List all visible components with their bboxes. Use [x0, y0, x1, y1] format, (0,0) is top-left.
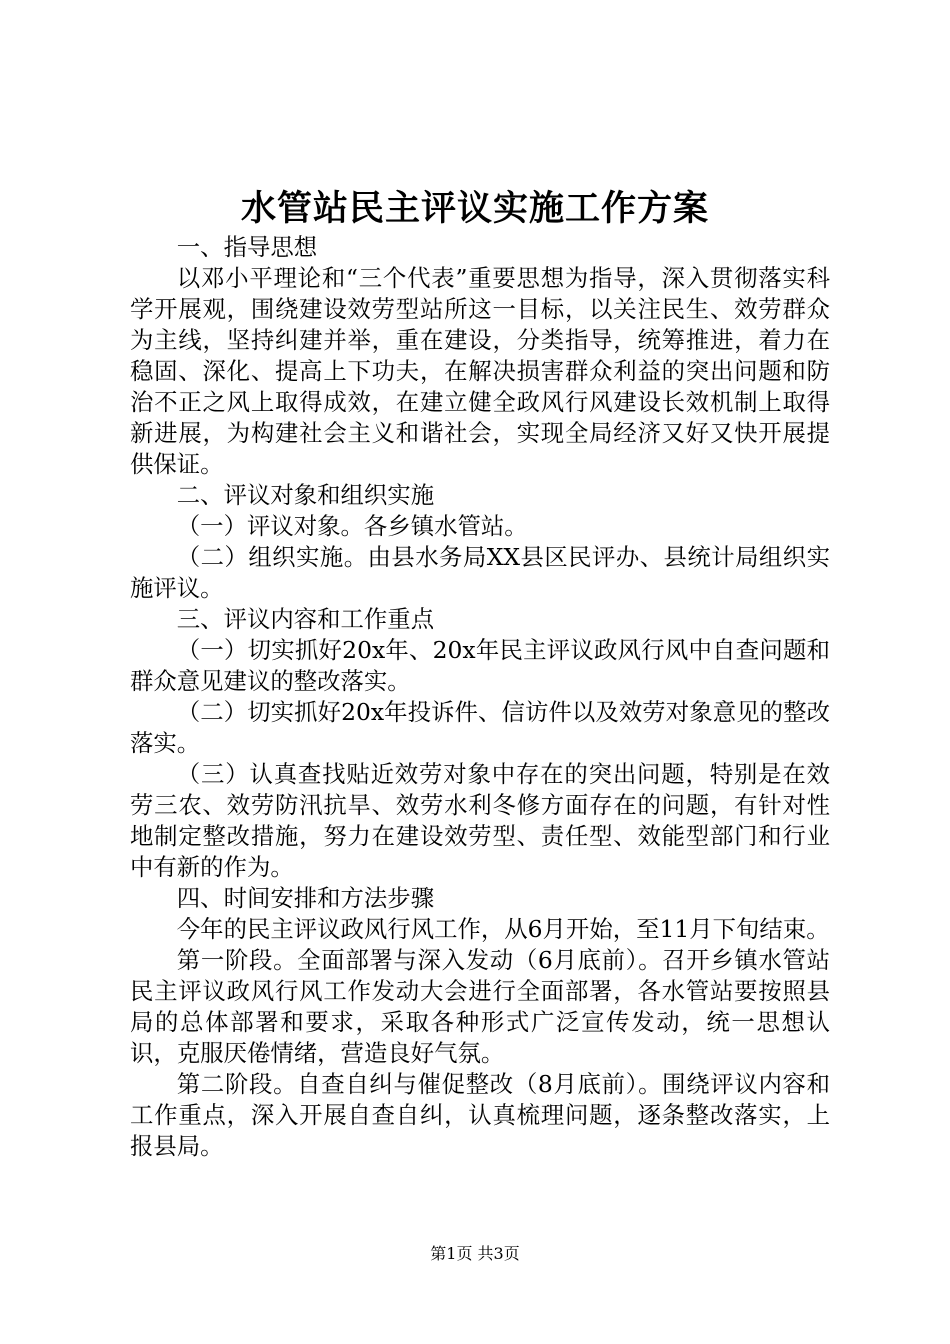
paragraph: （三）认真查找贴近效劳对象中存在的突出问题，特别是在效劳三农、效劳防汛抗旱、效劳水利冬修方面存在的问题，有针对性地制定整改措施，努力在建设效劳型、责任型、效能型部门和行业中有新的作为。: [130, 760, 830, 881]
section-heading-1: 一、指导思想: [176, 233, 318, 261]
paragraph: 第一阶段。全面部署与深入发动（6月底前）。召开乡镇水管站民主评议政风行风工作发动大会进行全面部署，各水管站要按照县局的总体部署和要求，采取各种形式广泛宣传发动，统一思想认识，克服厌倦情绪，营造良好气氛。: [130, 946, 830, 1067]
section-heading-4: 四、时间安排和方法步骤: [176, 884, 435, 912]
paragraph: （一）评议对象。各乡镇水管站。: [176, 512, 528, 540]
section-heading-3: 三、评议内容和工作重点: [176, 605, 435, 633]
document-title: 水管站民主评议实施工作方案: [240, 188, 709, 229]
paragraph: 第二阶段。自查自纠与催促整改（8月底前）。围绕评议内容和工作重点，深入开展自查自纠，认真梳理问题，逐条整改落实，上报县局。: [130, 1070, 830, 1160]
paragraph: （二）切实抓好20x年投诉件、信访件以及效劳对象意见的整改落实。: [130, 698, 830, 757]
paragraph: （二）组织实施。由县水务局XX县区民评办、县统计局组织实施评议。: [130, 543, 830, 602]
paragraph: 今年的民主评议政风行风工作，从6月开始，至11月下旬结束。: [176, 915, 830, 943]
paragraph: （一）切实抓好20x年、20x年民主评议政风行风中自查问题和群众意见建议的整改落实。: [130, 636, 830, 695]
paragraph: 以邓小平理论和“三个代表”重要思想为指导，深入贯彻落实科学开展观，围绕建设效劳型站所这一目标，以关注民生、效劳群众为主线，坚持纠建并举，重在建设，分类指导，统筹推进，着力在稳固、深化、提高上下功夫，在解决损害群众利益的突出问题和防治不正之风上取得成效，在建立健全政风行风建设长效机制上取得新进展，为构建社会主义和谐社会，实现全局经济又好又快开展提供保证。: [130, 264, 830, 478]
section-heading-2: 二、评议对象和组织实施: [176, 481, 435, 509]
document-body: [130, 232, 830, 1162]
page-number: 第1页 共3页: [430, 1244, 520, 1263]
